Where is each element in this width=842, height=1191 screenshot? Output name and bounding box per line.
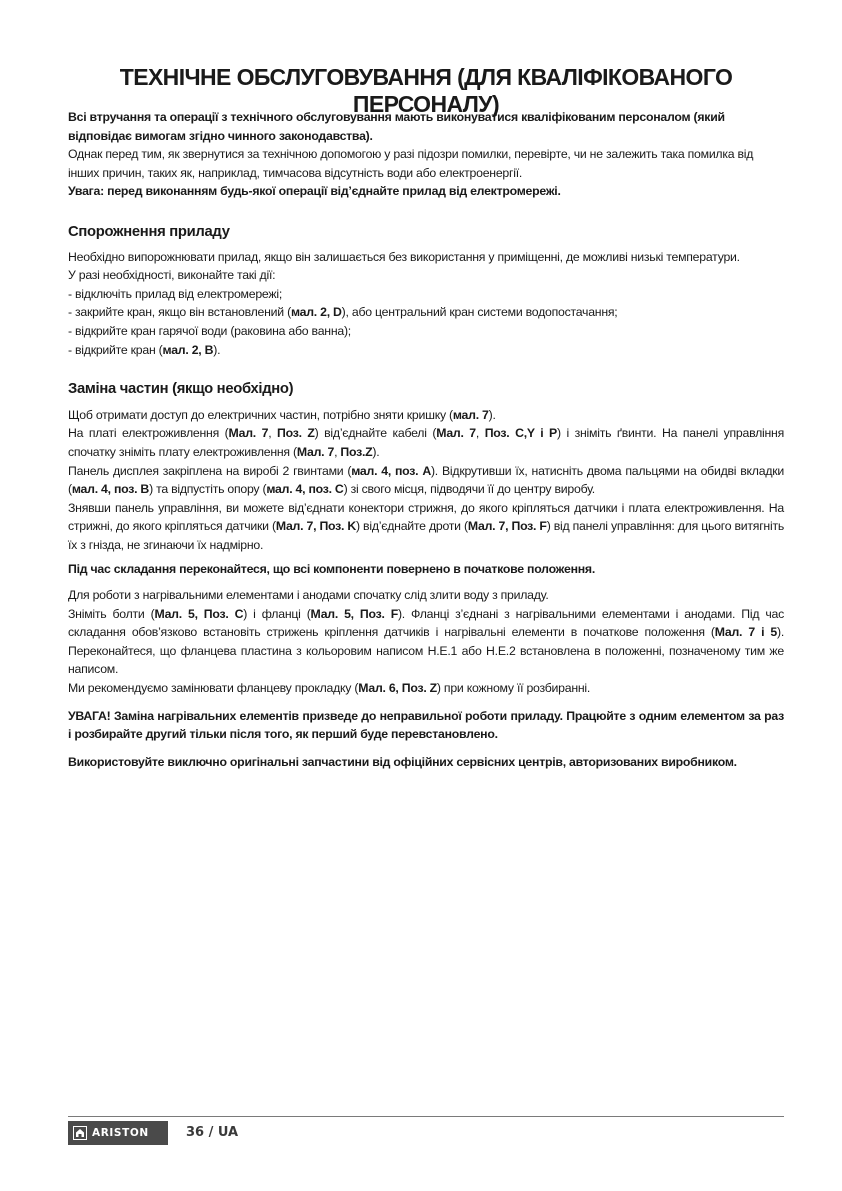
final-note: Використовуйте виключно оригінальні запчастини від офіційних сервісних центрів, авторизованих виробником. bbox=[68, 754, 737, 769]
list-item: - закрийте кран, якщо він встановлений (мал. 2, D), або центральний кран системи водопостачання; bbox=[68, 305, 618, 320]
section-heading-draining: Спорожнення приладу bbox=[68, 223, 230, 240]
list-item: - відключіть прилад від електромережі; bbox=[68, 286, 282, 301]
draining-paragraph: Необхідно випорожнювати прилад, якщо він залишається без використання у приміщенні, де можливі низькі температури. bbox=[68, 249, 740, 264]
page-title: ТЕХНІЧНЕ ОБСЛУГОВУВАННЯ (ДЛЯ КВАЛІФІКОВАНОГО ПЕРСОНАЛУ) bbox=[119, 64, 733, 117]
intro-text: Однак перед тим, як звернутися за технічною допомогою у разі підозри помилки, перевірте, чи не залежить така помилка від інших причин, таких як, наприклад, тимчасова відсутність води або електроенергії. bbox=[68, 147, 754, 180]
draining-steps-intro: У разі необхідності, виконайте такі дії: bbox=[68, 268, 276, 283]
paragraph: Для роботи з нагрівальними елементами і анодами спочатку слід злити воду з приладу. Зніміть болти (Мал. 5, Поз. C) і фланці (Мал. 5, Поз. F). Фланці з’єднані з нагрівальними елементами і анодами. Під час складання обов’язково встановіть стрижень кріплення датчиків і нагрівальні елементи в початкове положення (Мал. 7 і 5). Переконайтеся, що фланцева пластина з кольоровим написом H.E.1 або H.E.2 встановлена в положенні, позначеному тим же написом. Ми рекомендуємо замінювати фланцеву прокладку (Мал. 6, Поз. Z) при кожному її розбиранні. bbox=[68, 588, 784, 696]
house-icon bbox=[73, 1126, 87, 1140]
figure-ref: мал. 2, D bbox=[290, 305, 342, 320]
section-heading-replacement: Заміна частин (якщо необхідно) bbox=[68, 381, 294, 398]
intro-bold: Всі втручання та операції з технічного обслуговування мають виконуватися кваліфікованим персоналом (який відповідає вимогам згідно чинного законодавства). bbox=[68, 110, 725, 143]
figure-ref: мал. 2, B bbox=[162, 342, 214, 357]
warning-paragraph: УВАГА! Заміна нагрівальних елементів призведе до неправильної роботи приладу. Працюйте з одним елементом за раз і розбирайте другий тільки після того, як перший буде перевстановлено. bbox=[68, 708, 784, 742]
paragraph: Щоб отримати доступ до електричних частин, потрібно зняти кришку (мал. 7). На платі електроживлення (Мал. 7, Поз. Z) від’єднайте кабелі (Мал. 7, Поз. C,Y і P) і зніміть ґвинти. На панелі управління спочатку зніміть плату електроживлення (Мал. 7, Поз.Z). Панель дисплея закріплена на виробі 2 гвинтами (мал. 4, поз. A). Відкрутивши їх, натисніть двома пальцями на обидві вкладки (мал. 4, поз. B) та відпустіть опору (мал. 4, поз. C) зі свого місця, підводячи її до центру виробу. Знявши панель управління, ви можете від’єднати конектори стрижня, до якого кріпляться датчики і плата електроживлення. На стрижні, до якого кріпляться датчики (Мал. 7, Поз. K) від’єднайте дроти (Мал. 7, Поз. F) від панелі управління: для цього витягніть їх з гнізда, не згинаючи їх надмірно. bbox=[68, 407, 784, 552]
assembly-note: Під час складання переконайтеся, що всі компоненти повернено в початкове положення. bbox=[68, 562, 596, 577]
footer-divider bbox=[68, 1116, 784, 1117]
document-body bbox=[68, 108, 784, 771]
list-item: - відкрийте кран (мал. 2, B). bbox=[68, 342, 221, 357]
page-number: 36 / UA bbox=[186, 1125, 239, 1140]
intro-warning: Увага: перед виконанням будь-якої операції від’єднайте прилад від електромережі. bbox=[68, 184, 561, 199]
brand-name: ARISTON bbox=[92, 1127, 149, 1139]
list-item: - відкрийте кран гарячої води (раковина або ванна); bbox=[68, 323, 351, 338]
brand-logo bbox=[68, 1121, 168, 1145]
